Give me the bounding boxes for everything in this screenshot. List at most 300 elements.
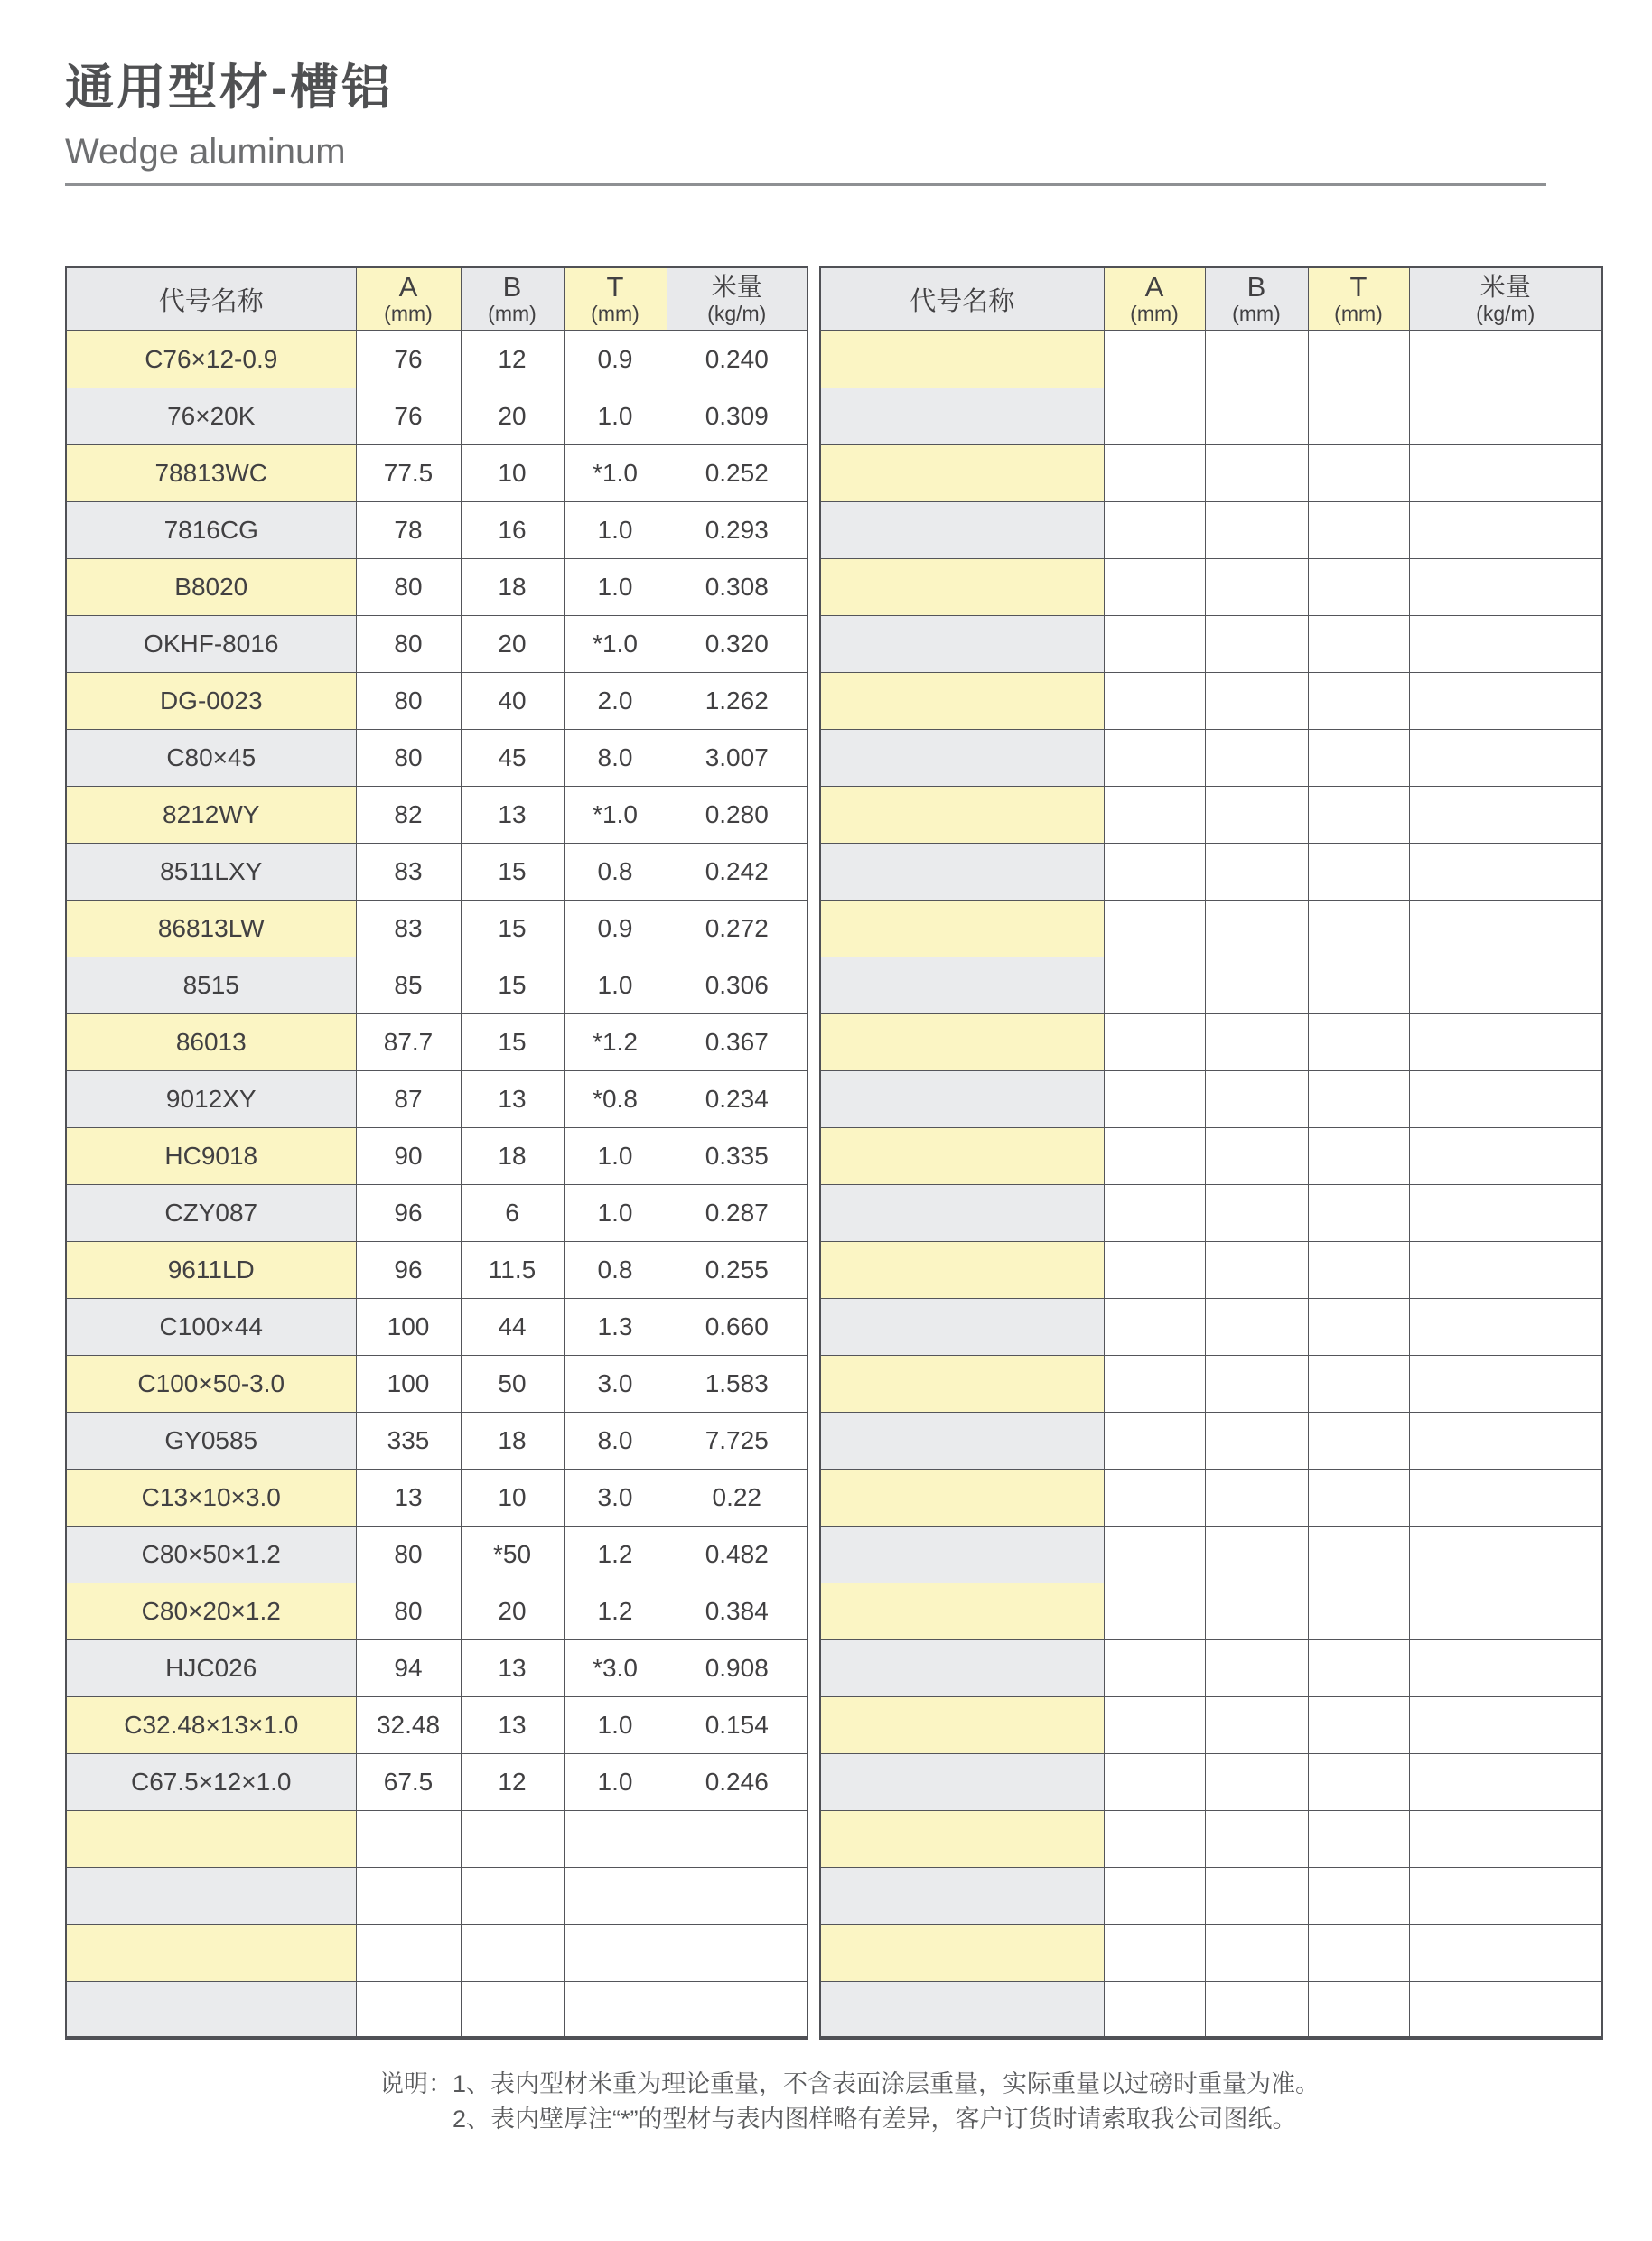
- table-row: [66, 1469, 807, 1526]
- col-header-meter-label: 米量: [1479, 273, 1531, 301]
- b-value-cell: 10: [461, 444, 564, 501]
- kg-value-cell: 0.384: [667, 1583, 807, 1639]
- t-value-cell: [564, 1810, 667, 1867]
- a-value-cell: [1104, 1469, 1205, 1526]
- a-value-cell: 13: [356, 1469, 461, 1526]
- b-value-cell: [1205, 1696, 1308, 1753]
- t-value-cell: *1.0: [564, 786, 667, 843]
- t-value-cell: [1308, 1639, 1409, 1696]
- b-value-cell: [1205, 1013, 1308, 1070]
- b-value-cell: 12: [461, 1753, 564, 1810]
- b-value-cell: 20: [461, 388, 564, 444]
- a-value-cell: [1104, 1127, 1205, 1184]
- t-value-cell: [1308, 444, 1409, 501]
- b-value-cell: [1205, 1981, 1308, 2038]
- profile-name-cell: [820, 1184, 1104, 1241]
- t-value-cell: [1308, 1298, 1409, 1355]
- note-item-2: 2、表内壁厚注“*”的型材与表内图样略有差异，客户订货时请索取我公司图纸。: [453, 2106, 1297, 2133]
- table-row-empty: [820, 1867, 1602, 1924]
- b-value-cell: 13: [461, 1696, 564, 1753]
- page-title-zh: 通用型材-槽铝: [65, 61, 393, 115]
- t-value-cell: [1308, 1583, 1409, 1639]
- kg-value-cell: 0.367: [667, 1013, 807, 1070]
- profile-name-cell: [820, 1298, 1104, 1355]
- profile-name-cell: HJC026: [66, 1639, 356, 1696]
- a-value-cell: [1104, 444, 1205, 501]
- profile-name-cell: [820, 444, 1104, 501]
- kg-value-cell: [1409, 672, 1602, 729]
- table-row: [66, 501, 807, 558]
- b-value-cell: [1205, 331, 1308, 388]
- profile-name-cell: [66, 1924, 356, 1981]
- a-value-cell: [1104, 1070, 1205, 1127]
- a-value-cell: [1104, 957, 1205, 1013]
- b-value-cell: [1205, 1867, 1308, 1924]
- kg-value-cell: [1409, 1639, 1602, 1696]
- kg-value-cell: [1409, 957, 1602, 1013]
- t-value-cell: [564, 1981, 667, 2038]
- table-row-empty: [820, 1070, 1602, 1127]
- profile-name-cell: [820, 786, 1104, 843]
- note-item-1: 1、表内型材米重为理论重量，不含表面涂层重量，实际重量以过磅时重量为准。: [453, 2070, 1321, 2097]
- a-value-cell: [1104, 1583, 1205, 1639]
- profile-name-cell: [820, 1526, 1104, 1583]
- a-value-cell: [356, 1924, 461, 1981]
- b-value-cell: [1205, 388, 1308, 444]
- t-value-cell: [1308, 843, 1409, 900]
- kg-value-cell: 0.482: [667, 1526, 807, 1583]
- table-row-empty: [820, 1639, 1602, 1696]
- col-header-b-letter: B: [1246, 271, 1266, 303]
- a-value-cell: [1104, 1810, 1205, 1867]
- b-value-cell: [1205, 1469, 1308, 1526]
- profile-name-cell: [66, 1981, 356, 2038]
- a-value-cell: [1104, 1412, 1205, 1469]
- table-row: [66, 1355, 807, 1412]
- profile-name-cell: [820, 558, 1104, 615]
- profile-name-cell: [820, 1412, 1104, 1469]
- kg-value-cell: [667, 1981, 807, 2038]
- t-value-cell: [1308, 1013, 1409, 1070]
- a-value-cell: 77.5: [356, 444, 461, 501]
- t-value-cell: 1.2: [564, 1526, 667, 1583]
- t-value-cell: [1308, 558, 1409, 615]
- kg-value-cell: 0.280: [667, 786, 807, 843]
- a-value-cell: [1104, 900, 1205, 957]
- t-value-cell: [564, 1867, 667, 1924]
- profile-name-cell: [820, 1753, 1104, 1810]
- a-value-cell: 80: [356, 1526, 461, 1583]
- profile-name-cell: [820, 957, 1104, 1013]
- a-value-cell: 96: [356, 1241, 461, 1298]
- profile-name-cell: [820, 900, 1104, 957]
- kg-value-cell: 0.154: [667, 1696, 807, 1753]
- table-row-empty: [820, 388, 1602, 444]
- b-value-cell: [1205, 558, 1308, 615]
- table-row-empty: [820, 1526, 1602, 1583]
- a-value-cell: [356, 1981, 461, 2038]
- table-row-empty: [820, 900, 1602, 957]
- b-value-cell: [1205, 957, 1308, 1013]
- t-value-cell: [1308, 1981, 1409, 2038]
- table-row-empty: [820, 729, 1602, 786]
- b-value-cell: [1205, 900, 1308, 957]
- profile-name-cell: C80×20×1.2: [66, 1583, 356, 1639]
- col-header-meter-unit: (kg/m): [1476, 302, 1535, 325]
- b-value-cell: 18: [461, 1412, 564, 1469]
- col-header-t-letter: T: [1349, 271, 1367, 303]
- kg-value-cell: 7.725: [667, 1412, 807, 1469]
- a-value-cell: [1104, 331, 1205, 388]
- b-value-cell: [1205, 1298, 1308, 1355]
- profile-name-cell: C80×50×1.2: [66, 1526, 356, 1583]
- t-value-cell: 2.0: [564, 672, 667, 729]
- a-value-cell: [1104, 1355, 1205, 1412]
- a-value-cell: 87: [356, 1070, 461, 1127]
- kg-value-cell: [1409, 900, 1602, 957]
- a-value-cell: 80: [356, 1583, 461, 1639]
- t-value-cell: [1308, 1355, 1409, 1412]
- a-value-cell: [1104, 558, 1205, 615]
- kg-value-cell: [1409, 331, 1602, 388]
- col-header-meter: [667, 267, 807, 331]
- kg-value-cell: [1409, 615, 1602, 672]
- col-header-a-unit: (mm): [384, 302, 433, 325]
- kg-value-cell: 0.252: [667, 444, 807, 501]
- col-header-meter: [1409, 267, 1602, 331]
- t-value-cell: [1308, 1696, 1409, 1753]
- profile-name-cell: 8515: [66, 957, 356, 1013]
- profile-name-cell: HC9018: [66, 1127, 356, 1184]
- table-row-empty: [820, 501, 1602, 558]
- kg-value-cell: [1409, 1526, 1602, 1583]
- b-value-cell: 15: [461, 900, 564, 957]
- kg-value-cell: [1409, 501, 1602, 558]
- table-row: [66, 957, 807, 1013]
- t-value-cell: *1.0: [564, 444, 667, 501]
- a-value-cell: [1104, 615, 1205, 672]
- b-value-cell: [1205, 1241, 1308, 1298]
- col-header-t-letter: T: [606, 271, 624, 303]
- kg-value-cell: [667, 1810, 807, 1867]
- kg-value-cell: 0.293: [667, 501, 807, 558]
- t-value-cell: [564, 1924, 667, 1981]
- a-value-cell: [1104, 843, 1205, 900]
- kg-value-cell: 0.246: [667, 1753, 807, 1810]
- col-header-b-unit: (mm): [1232, 302, 1281, 325]
- table-row-empty: [820, 1753, 1602, 1810]
- kg-value-cell: [1409, 558, 1602, 615]
- t-value-cell: [1308, 900, 1409, 957]
- b-value-cell: 13: [461, 1639, 564, 1696]
- a-value-cell: 76: [356, 331, 461, 388]
- b-value-cell: 6: [461, 1184, 564, 1241]
- kg-value-cell: [1409, 1583, 1602, 1639]
- table-row-empty: [820, 1696, 1602, 1753]
- b-value-cell: [461, 1867, 564, 1924]
- table-row: [66, 1070, 807, 1127]
- a-value-cell: [1104, 1241, 1205, 1298]
- table-row-empty: [820, 1924, 1602, 1981]
- a-value-cell: 94: [356, 1639, 461, 1696]
- notes-label: 说明：: [379, 2070, 453, 2097]
- b-value-cell: [1205, 615, 1308, 672]
- table-row: [66, 1298, 807, 1355]
- profile-name-cell: 9611LD: [66, 1241, 356, 1298]
- profile-name-cell: C100×50-3.0: [66, 1355, 356, 1412]
- t-value-cell: 0.9: [564, 331, 667, 388]
- table-row-empty: [820, 615, 1602, 672]
- table-row: [66, 729, 807, 786]
- table-row-empty: [820, 331, 1602, 388]
- col-header-name: 代号名称: [66, 267, 356, 331]
- profile-name-cell: [820, 1241, 1104, 1298]
- kg-value-cell: 0.272: [667, 900, 807, 957]
- b-value-cell: [1205, 1127, 1308, 1184]
- table-row-empty: [66, 1867, 807, 1924]
- a-value-cell: 100: [356, 1355, 461, 1412]
- kg-value-cell: 0.242: [667, 843, 807, 900]
- table-row-empty: [820, 1981, 1602, 2038]
- t-value-cell: *1.2: [564, 1013, 667, 1070]
- col-header-meter-unit: (kg/m): [707, 302, 767, 325]
- table-row-empty: [820, 843, 1602, 900]
- col-header-t: [564, 267, 667, 331]
- b-value-cell: 44: [461, 1298, 564, 1355]
- t-value-cell: [1308, 388, 1409, 444]
- kg-value-cell: [1409, 1810, 1602, 1867]
- profile-name-cell: [820, 1469, 1104, 1526]
- b-value-cell: [1205, 444, 1308, 501]
- profile-name-cell: [820, 1981, 1104, 2038]
- table-row-empty: [820, 672, 1602, 729]
- table-row: [66, 1696, 807, 1753]
- profile-name-cell: 86813LW: [66, 900, 356, 957]
- profile-name-cell: [820, 388, 1104, 444]
- t-value-cell: *1.0: [564, 615, 667, 672]
- profile-name-cell: [820, 1810, 1104, 1867]
- b-value-cell: [1205, 786, 1308, 843]
- t-value-cell: [1308, 501, 1409, 558]
- t-value-cell: 0.9: [564, 900, 667, 957]
- t-value-cell: 1.0: [564, 558, 667, 615]
- table-row: [66, 388, 807, 444]
- table-row-empty: [820, 1412, 1602, 1469]
- profile-name-cell: [820, 1639, 1104, 1696]
- col-header-b: [461, 267, 564, 331]
- kg-value-cell: 0.660: [667, 1298, 807, 1355]
- kg-value-cell: [1409, 444, 1602, 501]
- table-row-empty: [820, 1241, 1602, 1298]
- kg-value-cell: [1409, 1013, 1602, 1070]
- b-value-cell: 40: [461, 672, 564, 729]
- kg-value-cell: 0.320: [667, 615, 807, 672]
- a-value-cell: 87.7: [356, 1013, 461, 1070]
- table-row: [66, 1412, 807, 1469]
- b-value-cell: [1205, 501, 1308, 558]
- profile-name-cell: [820, 729, 1104, 786]
- b-value-cell: 15: [461, 843, 564, 900]
- profile-name-cell: 86013: [66, 1013, 356, 1070]
- table-row: [66, 1184, 807, 1241]
- b-value-cell: [461, 1924, 564, 1981]
- t-value-cell: [1308, 672, 1409, 729]
- b-value-cell: 13: [461, 1070, 564, 1127]
- b-value-cell: [461, 1810, 564, 1867]
- a-value-cell: [1104, 786, 1205, 843]
- b-value-cell: [1205, 729, 1308, 786]
- t-value-cell: 1.0: [564, 388, 667, 444]
- kg-value-cell: [1409, 1241, 1602, 1298]
- table-row: [66, 672, 807, 729]
- t-value-cell: [1308, 331, 1409, 388]
- profile-name-cell: [66, 1810, 356, 1867]
- kg-value-cell: [667, 1924, 807, 1981]
- profile-name-cell: [820, 1013, 1104, 1070]
- t-value-cell: 3.0: [564, 1469, 667, 1526]
- col-header-name: 代号名称: [820, 267, 1104, 331]
- b-value-cell: 45: [461, 729, 564, 786]
- t-value-cell: 8.0: [564, 1412, 667, 1469]
- profile-name-cell: B8020: [66, 558, 356, 615]
- a-value-cell: 96: [356, 1184, 461, 1241]
- kg-value-cell: [1409, 1184, 1602, 1241]
- a-value-cell: 78: [356, 501, 461, 558]
- a-value-cell: [1104, 1013, 1205, 1070]
- a-value-cell: [1104, 1184, 1205, 1241]
- table-row-empty: [820, 1469, 1602, 1526]
- a-value-cell: [1104, 1867, 1205, 1924]
- profile-name-cell: [66, 1867, 356, 1924]
- profile-name-cell: OKHF-8016: [66, 615, 356, 672]
- a-value-cell: 85: [356, 957, 461, 1013]
- t-value-cell: [1308, 1526, 1409, 1583]
- kg-value-cell: [1409, 1981, 1602, 2038]
- b-value-cell: 18: [461, 558, 564, 615]
- table-row: [66, 1753, 807, 1810]
- b-value-cell: [1205, 1355, 1308, 1412]
- b-value-cell: 50: [461, 1355, 564, 1412]
- t-value-cell: 0.8: [564, 843, 667, 900]
- table-row-empty: [820, 1127, 1602, 1184]
- t-value-cell: 1.0: [564, 957, 667, 1013]
- col-header-b-unit: (mm): [488, 302, 537, 325]
- b-value-cell: 16: [461, 501, 564, 558]
- t-value-cell: 0.8: [564, 1241, 667, 1298]
- table-row-empty: [820, 1013, 1602, 1070]
- b-value-cell: 12: [461, 331, 564, 388]
- kg-value-cell: [667, 1867, 807, 1924]
- kg-value-cell: 0.309: [667, 388, 807, 444]
- a-value-cell: [1104, 1924, 1205, 1981]
- a-value-cell: [1104, 1696, 1205, 1753]
- t-value-cell: 1.0: [564, 1753, 667, 1810]
- profile-name-cell: DG-0023: [66, 672, 356, 729]
- a-value-cell: [1104, 1639, 1205, 1696]
- profile-name-cell: [820, 672, 1104, 729]
- kg-value-cell: [1409, 1867, 1602, 1924]
- a-value-cell: 83: [356, 900, 461, 957]
- b-value-cell: 20: [461, 615, 564, 672]
- t-value-cell: [1308, 1412, 1409, 1469]
- a-value-cell: [1104, 1298, 1205, 1355]
- a-value-cell: 80: [356, 672, 461, 729]
- t-value-cell: 1.0: [564, 1127, 667, 1184]
- col-header-t: [1308, 267, 1409, 331]
- a-value-cell: [1104, 1526, 1205, 1583]
- col-header-t-unit: (mm): [591, 302, 639, 325]
- table-row-empty: [820, 1355, 1602, 1412]
- t-value-cell: 1.2: [564, 1583, 667, 1639]
- t-value-cell: 1.0: [564, 501, 667, 558]
- t-value-cell: *3.0: [564, 1639, 667, 1696]
- a-value-cell: 335: [356, 1412, 461, 1469]
- kg-value-cell: 1.583: [667, 1355, 807, 1412]
- profile-name-cell: 78813WC: [66, 444, 356, 501]
- t-value-cell: 8.0: [564, 729, 667, 786]
- profile-name-cell: [820, 1583, 1104, 1639]
- b-value-cell: [1205, 843, 1308, 900]
- a-value-cell: [356, 1810, 461, 1867]
- profile-name-cell: [820, 843, 1104, 900]
- title-divider: [65, 183, 1546, 186]
- b-value-cell: [1205, 1070, 1308, 1127]
- table-row: [66, 1583, 807, 1639]
- kg-value-cell: 0.255: [667, 1241, 807, 1298]
- header-row: [66, 267, 807, 331]
- col-header-b: [1205, 267, 1308, 331]
- col-header-a-letter: A: [398, 271, 418, 303]
- table-row: [66, 786, 807, 843]
- kg-value-cell: [1409, 1469, 1602, 1526]
- b-value-cell: [1205, 1412, 1308, 1469]
- t-value-cell: 1.0: [564, 1184, 667, 1241]
- col-header-t-unit: (mm): [1334, 302, 1383, 325]
- a-value-cell: [356, 1867, 461, 1924]
- kg-value-cell: [1409, 1753, 1602, 1810]
- t-value-cell: 1.3: [564, 1298, 667, 1355]
- profile-name-cell: [820, 501, 1104, 558]
- table-row: [66, 615, 807, 672]
- t-value-cell: [1308, 786, 1409, 843]
- table-row-empty: [820, 1298, 1602, 1355]
- b-value-cell: 20: [461, 1583, 564, 1639]
- t-value-cell: 1.0: [564, 1696, 667, 1753]
- kg-value-cell: [1409, 1298, 1602, 1355]
- profile-name-cell: C80×45: [66, 729, 356, 786]
- kg-value-cell: [1409, 1412, 1602, 1469]
- t-value-cell: 3.0: [564, 1355, 667, 1412]
- a-value-cell: 100: [356, 1298, 461, 1355]
- kg-value-cell: [1409, 1127, 1602, 1184]
- profile-name-cell: [820, 1355, 1104, 1412]
- profile-name-cell: C100×44: [66, 1298, 356, 1355]
- col-header-a-letter: A: [1144, 271, 1164, 303]
- kg-value-cell: 0.240: [667, 331, 807, 388]
- b-value-cell: [1205, 1184, 1308, 1241]
- profile-name-cell: C67.5×12×1.0: [66, 1753, 356, 1810]
- profile-name-cell: [820, 1696, 1104, 1753]
- table-row: [66, 331, 807, 388]
- spec-table-right: [819, 266, 1603, 2040]
- header-row: [820, 267, 1602, 331]
- kg-value-cell: 0.234: [667, 1070, 807, 1127]
- kg-value-cell: 0.308: [667, 558, 807, 615]
- b-value-cell: [1205, 672, 1308, 729]
- table-row: [66, 444, 807, 501]
- kg-value-cell: [1409, 1070, 1602, 1127]
- t-value-cell: [1308, 1127, 1409, 1184]
